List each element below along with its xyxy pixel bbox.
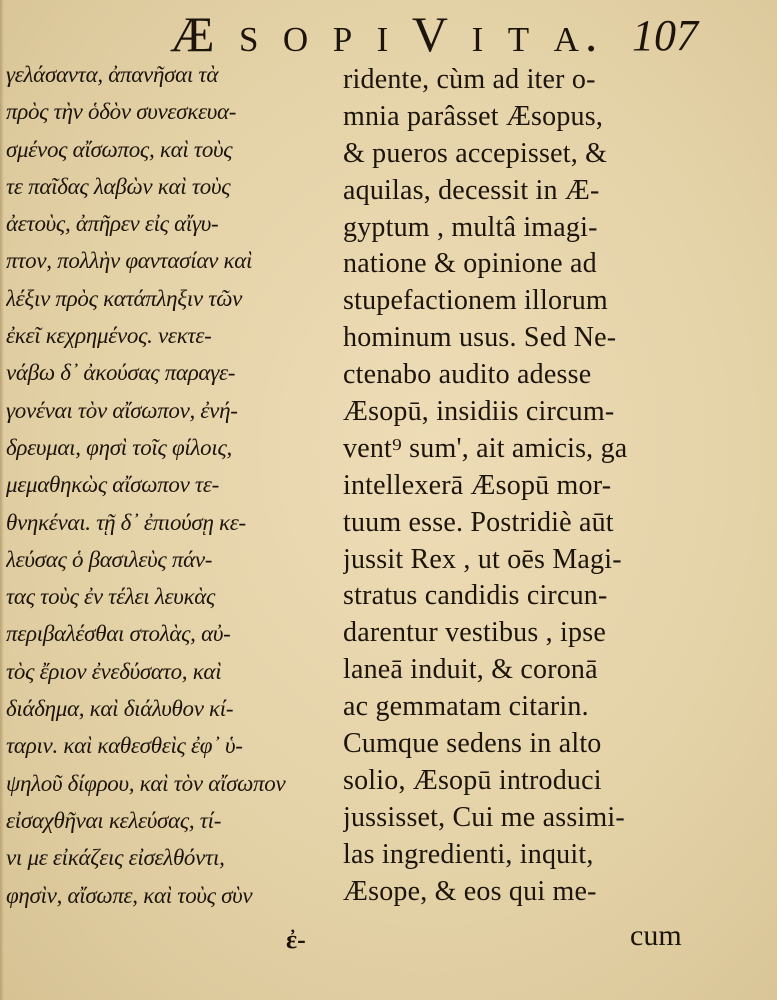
latin-text-line: las ingredienti, inquit, <box>343 838 594 870</box>
greek-text-line: θνηκέναι. τῇ δ᾽ ἐπιούσῃ κε- <box>6 509 246 535</box>
latin-text-line: & pueros accepisset, & <box>343 137 608 169</box>
latin-catchword: cum <box>630 919 682 952</box>
greek-text-line: πρὸς τὴν ὁδὸν συνεσκευα- <box>6 99 237 125</box>
latin-text-line: natione & opinione ad <box>343 248 597 280</box>
greek-text-line: τας τοὺς ἐν τέλει λευκὰς <box>6 584 216 610</box>
latin-text-line: intellexerā Æsopū mor- <box>343 469 612 501</box>
latin-text-line: stratus candidis circun- <box>343 580 608 612</box>
latin-text-line: Æsope, & eos qui me- <box>343 875 597 907</box>
latin-column <box>343 62 703 910</box>
greek-text-line: δρευμαι, φησὶ τοῖς φίλοις, <box>6 434 232 460</box>
greek-text-line: νι με εἰκάζεις εἰσελθόντι, <box>6 845 225 871</box>
greek-text-line: σμένος αἴσωπος, καὶ τοὺς <box>6 136 233 162</box>
page-number: 107 <box>632 11 698 60</box>
latin-text-line: jussisset, Cui me assimi- <box>343 801 625 833</box>
greek-text-line: νάβω δ᾽ ἀκούσας παραγε- <box>6 360 236 386</box>
greek-text-line: λεύσας ὁ βασιλεὺς πάν- <box>6 546 213 572</box>
latin-text-line: gyptum , multâ imagi- <box>343 211 598 243</box>
latin-text-line: darentur vestibus , ipse <box>343 617 606 649</box>
latin-text-line: Æsopū, insidiis circum- <box>343 396 615 428</box>
greek-text-line: εἰσαχθῆναι κελεύσας, τί- <box>6 807 222 833</box>
latin-text-line: Cumque sedens in alto <box>343 728 602 760</box>
running-title: Æ s o p i V i t a. <box>170 6 604 62</box>
latin-text-line: aquilas, decessit in Æ- <box>343 174 600 206</box>
page-gutter <box>0 0 4 1000</box>
latin-text-line: mnia parâsset Æsopus, <box>343 100 604 132</box>
latin-text-line: ridente, cùm ad iter o- <box>343 64 596 95</box>
latin-text-line: laneā induit, & coronā <box>343 654 598 686</box>
latin-text-line: jussit Rex , ut oēs Magi- <box>343 543 622 575</box>
greek-catchword: ἐ- <box>286 925 306 954</box>
greek-text-line: τε παῖδας λαβὼν καὶ τοὺς <box>6 173 231 199</box>
greek-text-line: λέξιν πρὸς κατάπληξιν τῶν <box>6 285 243 311</box>
greek-text-line: διάδημα, καὶ διάλυθον κί- <box>6 696 234 722</box>
greek-text-line: μεμαθηκὼς αἴσωπον τε- <box>6 472 219 498</box>
greek-text-line: περιβαλέσθαι στολὰς, αὐ- <box>6 621 231 647</box>
greek-text-line: ἀετοὺς, ἀπῆρεν εἰς αἴγυ- <box>6 211 219 237</box>
latin-text-line: solio, Æsopū introduci <box>343 764 602 796</box>
greek-text-line: ἐκεῖ κεχρημένος. νεκτε- <box>6 323 212 349</box>
greek-text-line: ταριν. καὶ καθεσθεὶς ἐφ᾽ ὑ- <box>6 733 243 759</box>
latin-text-line: ac gemmatam citarin. <box>343 691 589 723</box>
greek-text-line: φησὶν, αἴσωπε, καὶ τοὺς σὺν <box>6 882 253 908</box>
greek-text-line: γελάσαντα, ἀπανῆσαι τὰ <box>6 62 219 87</box>
latin-text-line: ctenabo audito adesse <box>343 359 592 391</box>
latin-text-line: stupefactionem illorum <box>343 285 608 317</box>
greek-text-line: ψηλοῦ δίφρου, καὶ τὸν αἴσωπον <box>6 770 286 796</box>
greek-column <box>6 56 324 914</box>
latin-text-line: tuum esse. Postridiè aūt <box>343 506 614 538</box>
latin-text-line: hominum usus. Sed Ne- <box>343 322 617 354</box>
greek-text-line: τὸς ἔριον ἐνεδύσατο, καὶ <box>6 658 222 684</box>
greek-text-line: πτον, πολλὴν φαντασίαν καὶ <box>6 248 253 274</box>
latin-text-line: vent⁹ sum', ait amicis, ga <box>343 432 628 464</box>
greek-text-line: γονέναι τὸν αἴσωπον, ἐνή- <box>6 397 238 423</box>
